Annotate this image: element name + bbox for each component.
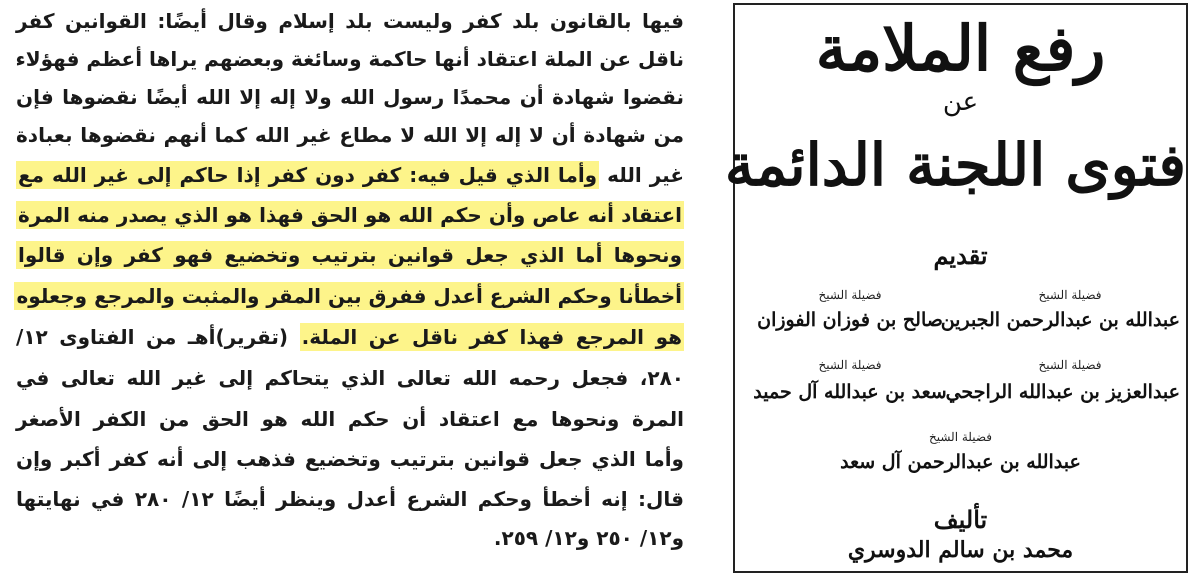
highlighted-text: اعتقاد أنه عاص وأن حكم الله هو الحق فهذا هو الذي يصدر منه المرة	[18, 203, 682, 227]
sheikh-name: عبدالله بن عبدالرحمن الجبرين	[940, 309, 1180, 331]
text-line: المرة ونحوها مع اعتقاد أن حكم الله هو الحق من الكفر الأصغر	[16, 407, 684, 431]
cover-title-separator: عن	[942, 87, 979, 117]
sheikh-honorific: فضيلة الشيخ	[818, 358, 882, 372]
sheikh-honorific: فضيلة الشيخ	[818, 288, 882, 302]
sheikh-honorific: فضيلة الشيخ	[928, 430, 993, 444]
text-line: قال: إنه أخطأ وحكم الشرع أعدل وينظر أيضًا ١٢/ ٢٨٠ في نهايتها	[16, 487, 684, 511]
text-line: و١٢/ ٢٥٠ و١٢/ ٢٥٩.	[493, 526, 684, 550]
text-line	[16, 196, 684, 234]
highlighted-text: هو المرجع فهذا كفر ناقل عن الملة.	[301, 325, 682, 349]
text-line: ناقل عن الملة اعتقاد أنها حاكمة وسائغة وبعضهم يراها أعظم فهؤلاء	[15, 47, 684, 71]
cover-author: محمد بن سالم الدوسري	[847, 537, 1074, 563]
text-line: هو المرجع فهذا كفر ناقل عن الملة. (تقرير)أهـ من الفتاوى ١٢/	[16, 325, 682, 349]
cover-intro-label: تقديم	[933, 241, 988, 270]
text-line: فيها بالقانون بلد كفر وليست بلد إسلام وقال أيضًا: القوانين كفر	[16, 9, 684, 33]
sheikh-name: سعد بن عبدالله آل حميد	[753, 381, 947, 403]
cover-title-line1: رفع الملامة	[815, 12, 1106, 85]
cover-author-label: تأليف	[933, 505, 988, 534]
text-line: نقضوا شهادة أن محمدًا رسول الله ولا إله إلا الله أيضًا نقضوها فإن	[16, 85, 684, 109]
text-line	[16, 236, 684, 274]
cover-title-line2: فتوى اللجنة الدائمة	[724, 131, 1186, 199]
sheikh-honorific: فضيلة الشيخ	[1038, 358, 1102, 372]
text-line: من شهادة أن لا إله إلا الله لا مطاع غير الله كما أنهم نقضوها بعبادة	[16, 123, 684, 147]
sheikh-name: صالح بن فوزان الفوزان	[757, 309, 943, 331]
text-line: ٢٨٠، فجعل رحمه الله تعالى الذي يتحاكم إلى غير الله تعالى في	[16, 366, 684, 390]
sheikh-honorific: فضيلة الشيخ	[1038, 288, 1102, 302]
book-cover	[724, 3, 1188, 573]
highlighted-text: ونحوها أما الذي جعل قوانين بترتيب وتخضيع فهو كفر وإن قالوا	[18, 243, 682, 267]
highlighted-text: أخطأنا وحكم الشرع أعدل ففرق بين المقر والمثبت والمرجع وجعلوه	[16, 284, 682, 308]
sheikh-name: عبدالله بن عبدالرحمن آل سعد	[840, 451, 1081, 473]
text-line	[16, 277, 684, 315]
text-line: غير الله وأما الذي قيل فيه: كفر دون كفر إذا حاكم إلى غير الله مع	[18, 163, 685, 187]
text-line: وأما الذي جعل قوانين بترتيب وتخضيع فذهب إلى أنه كفر أكبر وإن	[16, 447, 684, 471]
highlighted-text: وأما الذي قيل فيه: كفر دون كفر إذا حاكم إلى غير الله مع	[18, 163, 598, 187]
sheikh-name: عبدالعزيز بن عبدالله الراجحي	[945, 381, 1180, 403]
